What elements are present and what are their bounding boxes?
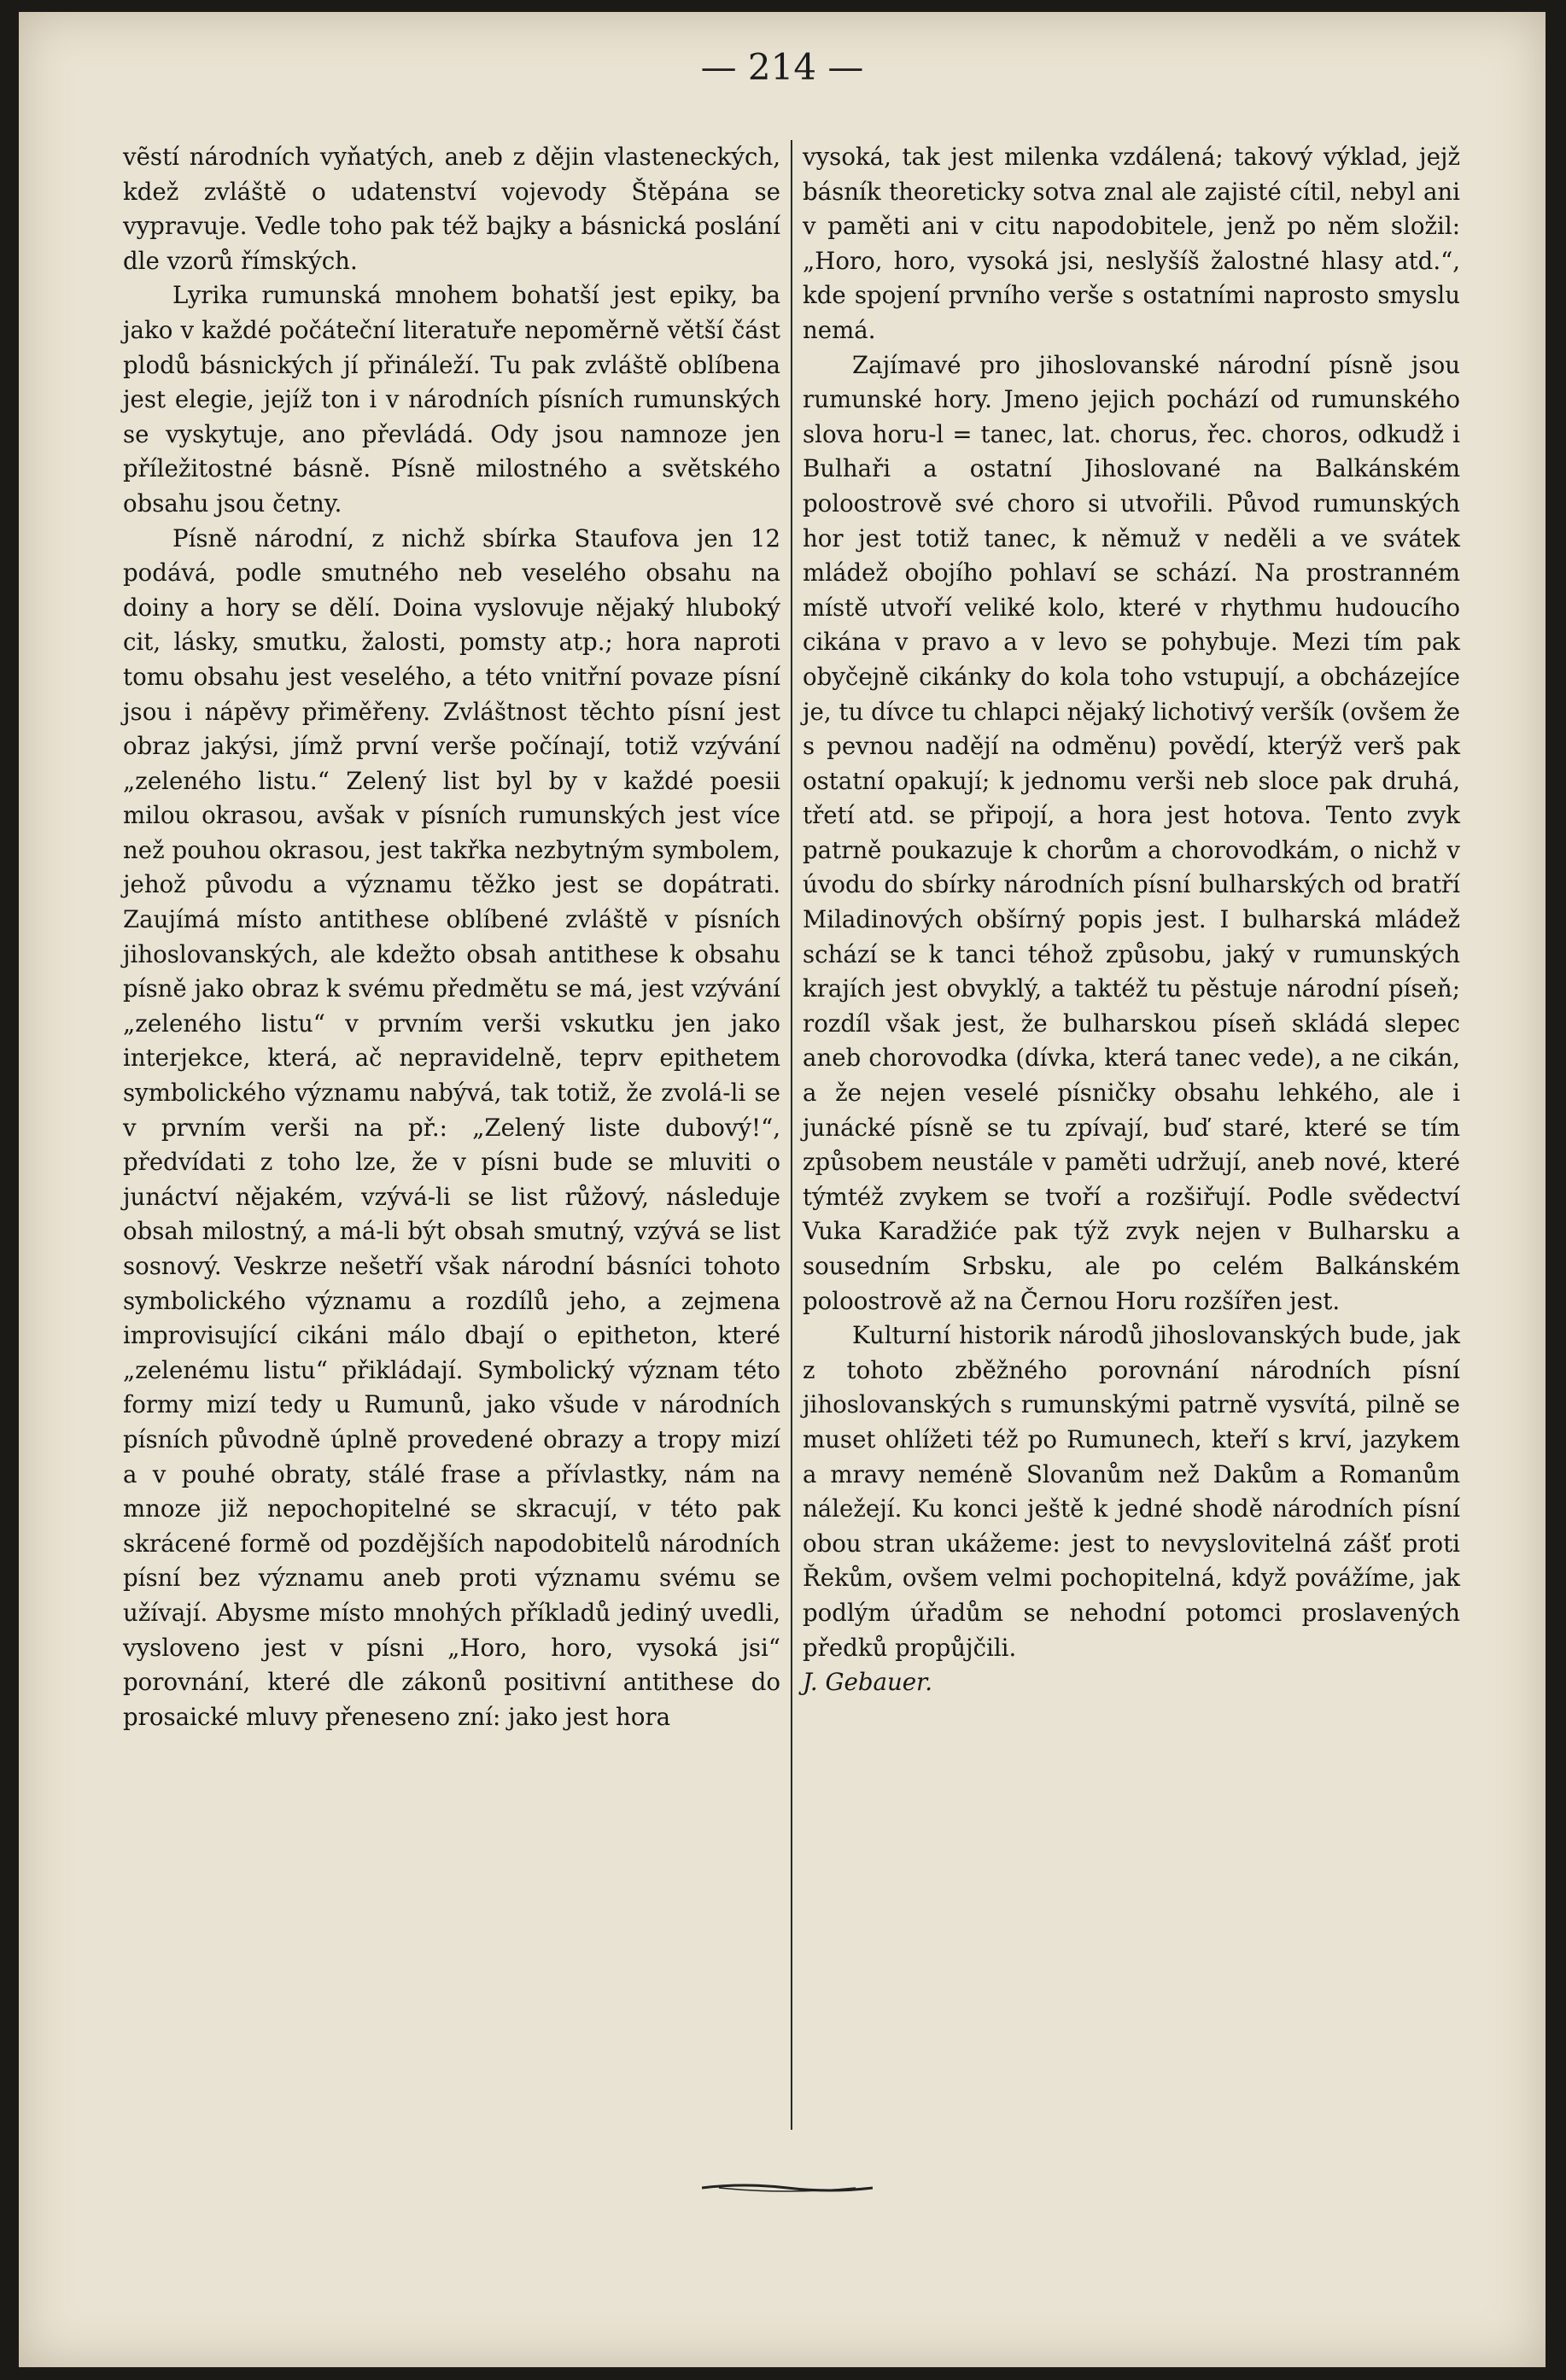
paragraph: Lyrika rumunská mnohem bohatší jest epiky, ba jako v každé počáteční literatuře nepoměrně větší část plodů básnických jí přináleží. Tu pak zvláště oblíbena jest elegie, jejíž ton i v národních písních rumunských se vyskytuje, ano převládá. Ody jsou namnoze jen příležitostné básně. Písně milostného a světského obsahu jsou četny. <box>123 281 780 518</box>
paragraph: Písně národní, z nichž sbírka Staufova jen 12 podává, podle smutného neb veselého obsahu na doiny a hory se dělí. Doina vyslovuje nějaký hluboký cit, lásky, smutku, žalosti, pomsty atp.; hora naproti tomu obsahu jest veselého, a této vnitřní povaze písní jsou i nápěvy přiměřeny. Zvláštnost těchto písní jest obraz jakýsi, jímž první verše počínají, totiž vzývání „zeleného listu.“ Zelený list byl by v každé poesii milou okrasou, avšak v písních rumunských jest více než pouhou okrasou, jest takřka nezbytným symbolem, jehož původu a významu těžko jest se dopátrati. Zaujímá místo antithese oblíbené zvláště v písních jihoslovanských, ale kdežto obsah antithese k obsahu písně jako obraz k svému předmětu se má, jest vzývání „zeleného listu“ v prvním verši vskutku jen jako interjekce, která, ač nepravidelně, teprv epithetem symbolického významu nabývá, tak totiž, že zvolá-li se v prvním verši na př.: „Zelený liste dubový!“, předvídati z toho lze, že v písni bude se mluviti o junáctví nějakém, vzývá-li se list růžový, následuje obsah milostný, a má-li být obsah smutný, vzývá se list sosnový. Veskrze nešetří však národní básníci tohoto symbolického významu a rozdílů jeho, a zejmena improvisující cikáni málo dbají o epitheton, které „zelenému listu“ přikládají. Symbolický význam této formy mizí tedy u Rumunů, jako všude v národních písních původně úplně provedené obrazy a tropy mizí a v pouhé obraty, stálé frase a přívlastky, nám na mnoze již nepochopitelné se skracují, v této pak skrácené formě od pozdějších napodobitelů národních písní bez významu aneb proti významu svému se užívají. Abysme místo mnohých příkladů jediný uvedli, vysloveno jest v písni „Horo, horo, vysoká jsi“ porovnání, které dle zákonů positivní antithese do prosaické mluvy přeneseno zní: jako jest hora <box>123 523 780 1731</box>
author-signature: J. Gebauer. <box>803 1668 932 1697</box>
right-column <box>803 140 1460 2130</box>
left-column <box>123 140 780 2130</box>
paragraph: vysoká, tak jest milenka vzdálená; takový výklad, jejž básník theoreticky sotva znal ale zajisté cítil, nebyl ani v paměti ani v citu napodobitele, jenž po něm složil: „Horo, horo, vysoká jsi, neslyšíš žalostné hlasy atd.“, kde spojení prvního verše s ostatními naprosto smyslu nemá. <box>803 143 1460 344</box>
column-divider <box>791 140 792 2130</box>
paragraph: vẽstí národních vyňatých, aneb z dějin vlasteneckých, kdež zvláště o udatenství vojevody Štěpána se vypravuje. Vedle toho pak též bajky a básnická poslání dle vzorů římských. <box>123 143 780 275</box>
book-page <box>19 12 1546 2367</box>
paragraph: Kulturní historik národů jihoslovanských bude, jak z tohoto zběžného porovnání národních písní jihoslovanských s rumunskými patrně vysvítá, pilně se muset ohlížeti též po Rumunech, kteří s krví, jazykem a mravy neméně Slovanům než Dakům a Romanům náležejí. Ku konci ještě k jedné shodě národních písní obou stran ukážeme: jest to nevyslovitelná zášť proti Řekům, ovšem velmi pochopitelná, když povážíme, jak podlým úřadům se nehodní potomci proslavených předků propůjčili. <box>803 1321 1460 1662</box>
paragraph: Zajímavé pro jihoslovanské národní písně jsou rumunské hory. Jmeno jejich pochází od rumunského slova horu-l = tanec, lat. chorus, řec. choros, odkudž i Bulhaři a ostatní Jihoslované na Balkánském poloostrově své choro si utvořili. Původ rumunských hor jest totiž tanec, k němuž v neděli a ve svátek mládež obojího pohlaví se schází. Na prostranném místě utvoří veliké kolo, které v rhythmu hudoucího cikána v pravo a v levo se pohybuje. Mezi tím pak obyčejně cikánky do kola toho vstupují, a obcházejíce je, tu dívce tu chlapci nějaký lichotivý veršík (ovšem že s pevnou nadějí na odměnu) povědí, kterýž verš pak ostatní opakují; k jednomu verši neb sloce pak druhá, třetí atd. se připojí, a hora jest hotova. Tento zvyk patrně poukazuje k chorům a chorovodkám, o nichž v úvodu do sbírky národních písní bulharských od bratří Miladinových obšírný popis jest. I bulharská mládež schází se k tanci téhož způsobu, jaký v rumunských krajích jest obvyklý, a taktéž tu pěstuje národní píseň; rozdíl však jest, že bulharskou píseň skládá slepec aneb chorovodka (dívka, která tanec vede), a ne cikán, a že nejen veselé písničky obsahu lehkého, ale i junácké písně se tu zpívají, buď staré, které se tím způsobem neustále v paměti udržují, aneb nové, které týmtéž zvykem se tvoří a rozšiřují. Podle svědectví Vuka Karadžiće pak týž zvyk nejen v Bulharsku a sousedním Srbsku, ale po celém Balkánském poloostrově až na Černou Horu rozšířen jest. <box>803 350 1460 1315</box>
page-number: — 214 — <box>700 46 864 88</box>
end-ornament <box>702 2181 873 2195</box>
